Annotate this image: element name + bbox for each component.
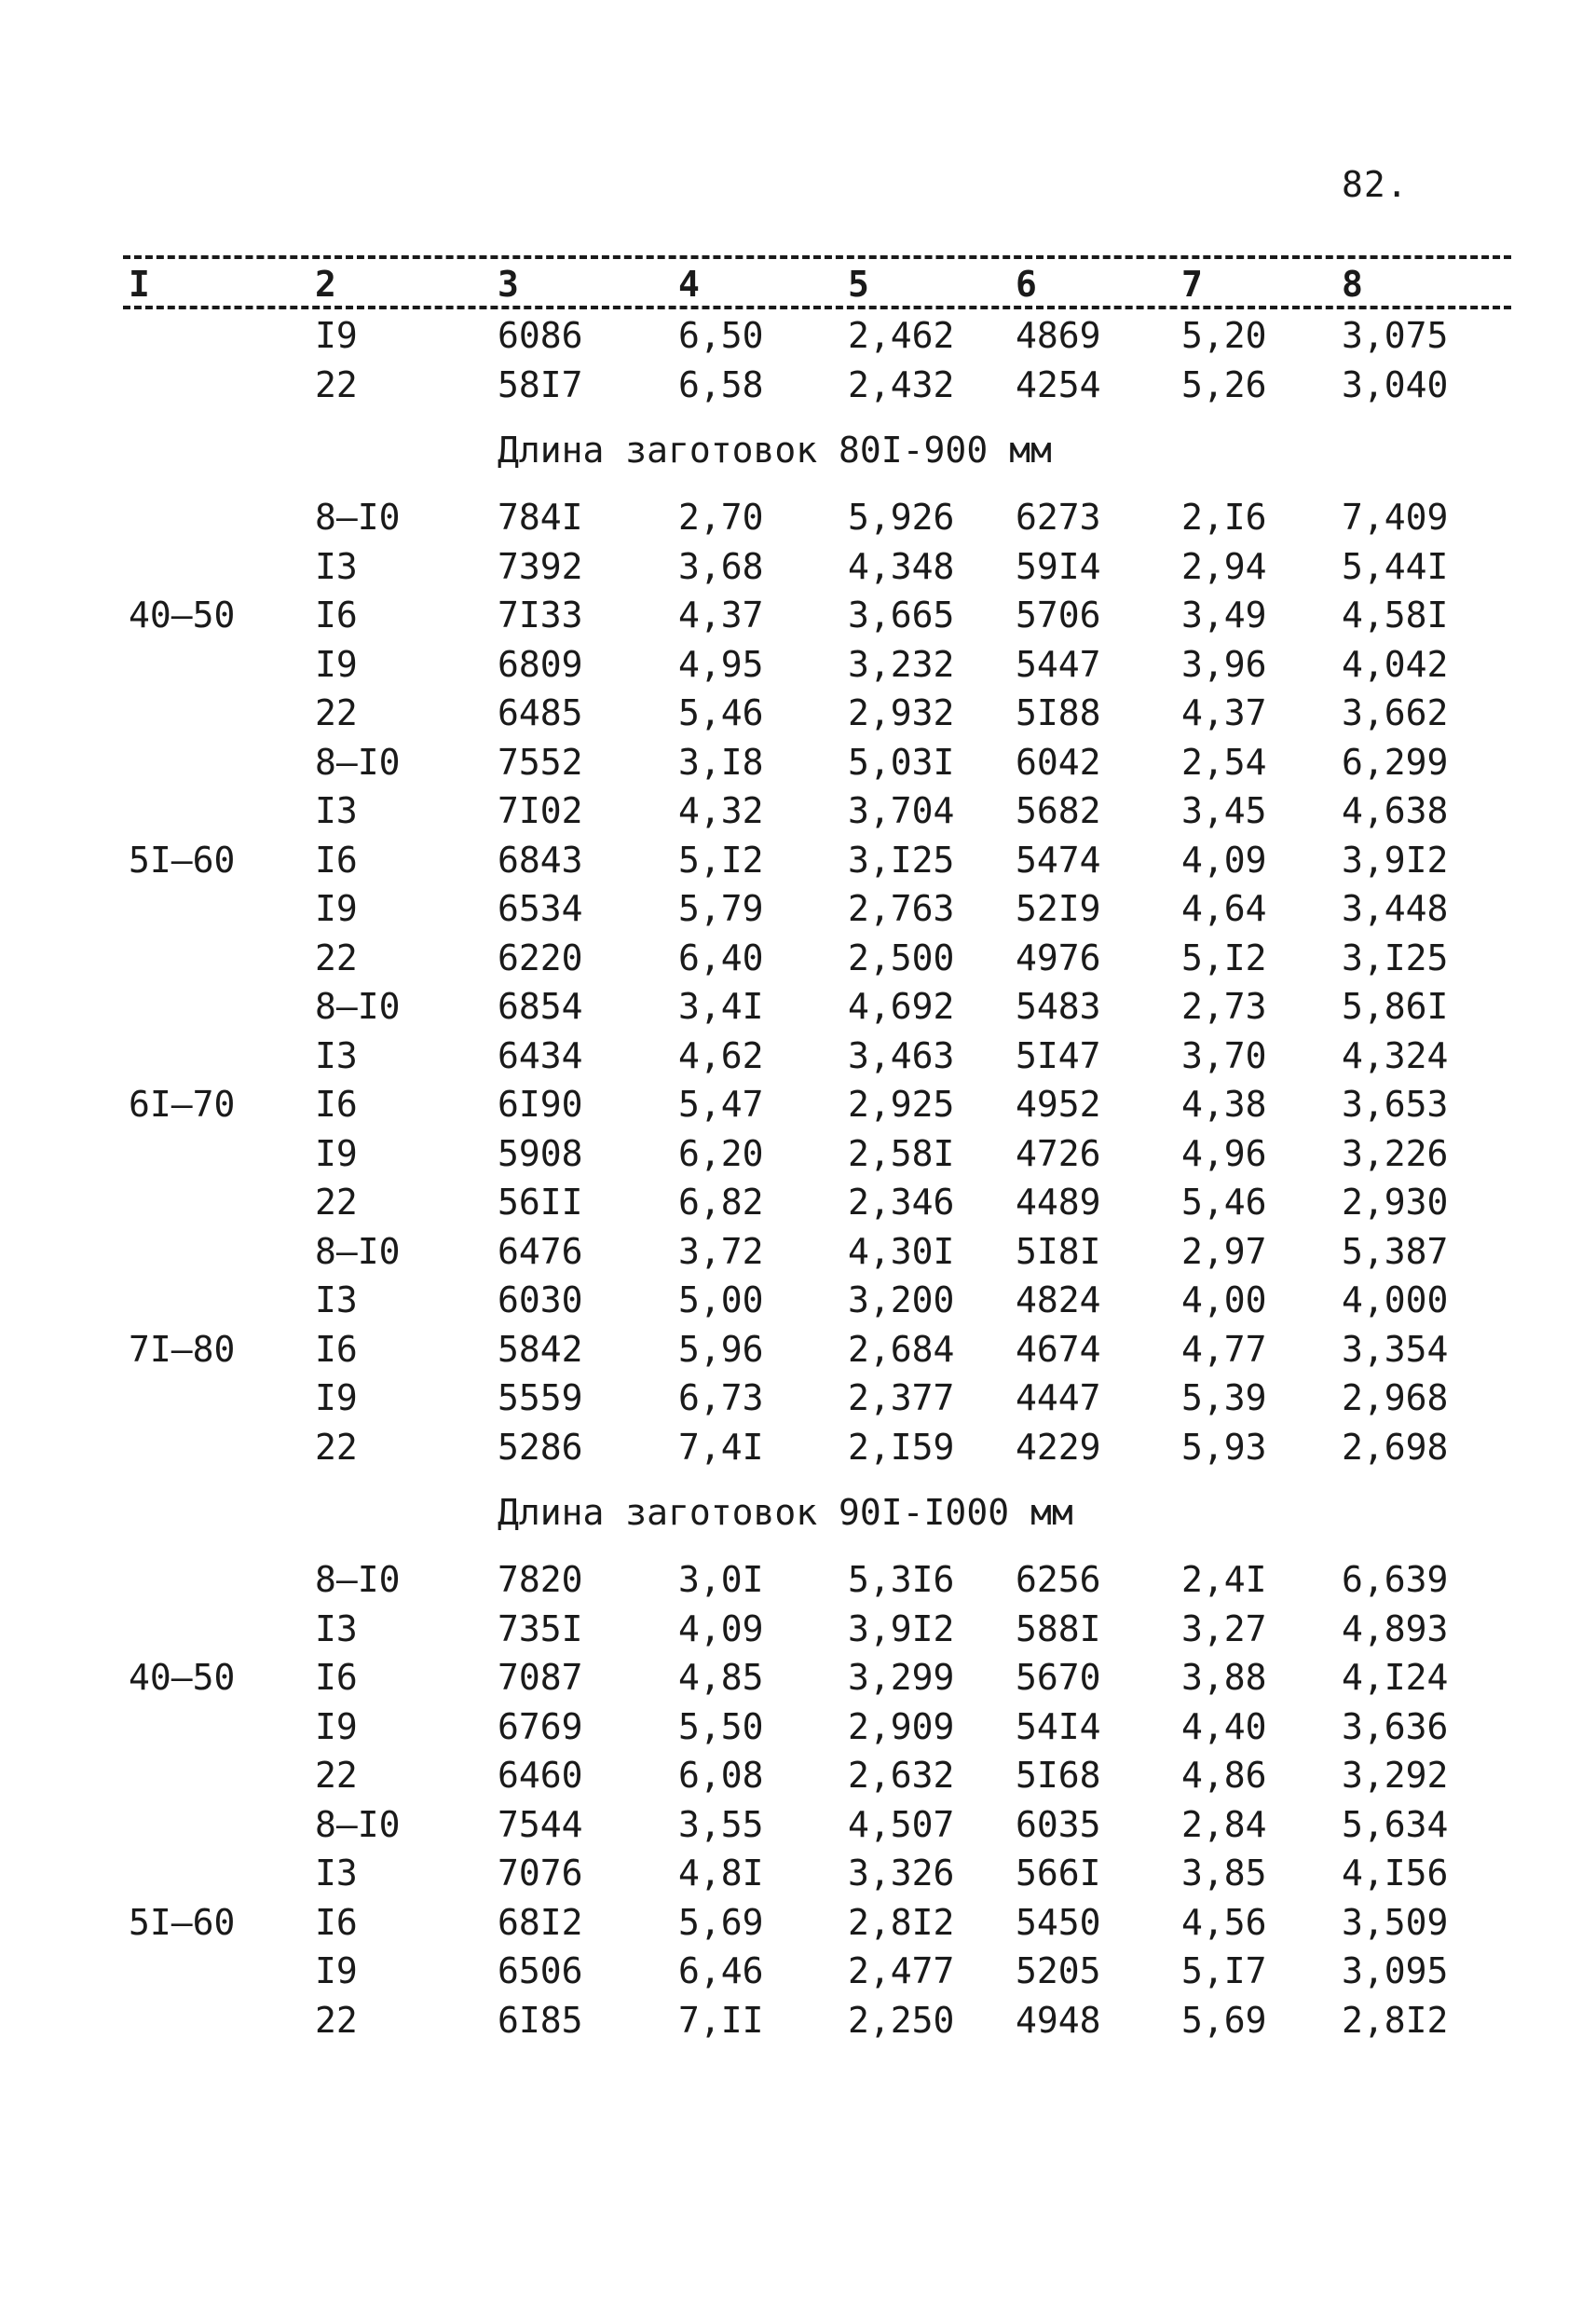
table-cell: I3 bbox=[315, 546, 358, 587]
table-cell: 2,477 bbox=[848, 1950, 955, 1991]
table-row bbox=[0, 1079, 1596, 1129]
table-cell: 4,40 bbox=[1181, 1706, 1267, 1747]
table-cell: 4,I56 bbox=[1342, 1853, 1449, 1894]
table-cell: 3,636 bbox=[1342, 1706, 1449, 1747]
table-cell: 52I9 bbox=[1016, 888, 1101, 929]
table-cell: 8–I0 bbox=[315, 497, 401, 538]
table-cell: 5,926 bbox=[848, 497, 955, 538]
table-cell: I9 bbox=[315, 1133, 358, 1174]
table-cell: 3,I25 bbox=[848, 840, 955, 881]
table-row bbox=[0, 639, 1596, 690]
table-cell: 5706 bbox=[1016, 595, 1101, 636]
table-cell: 3,200 bbox=[848, 1279, 955, 1320]
table-cell: 6256 bbox=[1016, 1559, 1101, 1600]
table-cell: 5,96 bbox=[678, 1329, 764, 1370]
table-cell: 4948 bbox=[1016, 2000, 1101, 2041]
table-cell: 5I88 bbox=[1016, 692, 1101, 733]
table-cell: 3,662 bbox=[1342, 692, 1449, 733]
table-cell: 4447 bbox=[1016, 1377, 1101, 1418]
table-cell: 3,665 bbox=[848, 595, 955, 636]
table-row bbox=[0, 1652, 1596, 1702]
section-title-text: Длина заготовок 80I-900 мм bbox=[498, 430, 1052, 471]
table-cell: 3,72 bbox=[678, 1231, 764, 1272]
column-header: 4 bbox=[678, 264, 700, 305]
table-cell: 8–I0 bbox=[315, 986, 401, 1027]
table-cell: 6035 bbox=[1016, 1804, 1101, 1845]
table-cell: 4,62 bbox=[678, 1035, 764, 1076]
table-cell: 6086 bbox=[498, 315, 583, 356]
table-cell: 5,46 bbox=[678, 692, 764, 733]
table-cell: 5,69 bbox=[678, 1902, 764, 1943]
table-row bbox=[0, 1324, 1596, 1374]
table-cell: 5,634 bbox=[1342, 1804, 1449, 1845]
table-cell: 3,463 bbox=[848, 1035, 955, 1076]
table-cell: 5,I7 bbox=[1181, 1950, 1267, 1991]
column-header: 5 bbox=[848, 264, 869, 305]
table-cell: 4,000 bbox=[1342, 1279, 1449, 1320]
table-cell: 6,08 bbox=[678, 1755, 764, 1796]
table-cell: 2,54 bbox=[1181, 742, 1267, 783]
table-cell: 3,4I bbox=[678, 986, 764, 1027]
table-row bbox=[0, 310, 1596, 361]
table-row bbox=[0, 1995, 1596, 2045]
table-cell: 6,73 bbox=[678, 1377, 764, 1418]
table-cell: 5842 bbox=[498, 1329, 583, 1370]
table-cell: 2,684 bbox=[848, 1329, 955, 1370]
table-row bbox=[0, 1897, 1596, 1948]
table-cell: 5474 bbox=[1016, 840, 1101, 881]
table-cell: 40–50 bbox=[129, 595, 236, 636]
table-cell: 5,I2 bbox=[678, 840, 764, 881]
table-cell: 4,348 bbox=[848, 546, 955, 587]
table-row bbox=[0, 1275, 1596, 1325]
table-cell: 7087 bbox=[498, 1657, 583, 1698]
table-cell: 5450 bbox=[1016, 1902, 1101, 1943]
table-cell: 5,20 bbox=[1181, 315, 1267, 356]
table-cell: 4976 bbox=[1016, 937, 1101, 978]
table-cell: 3,040 bbox=[1342, 364, 1449, 405]
table-cell: 5447 bbox=[1016, 644, 1101, 685]
table-cell: 6,40 bbox=[678, 937, 764, 978]
table-cell: 68I2 bbox=[498, 1902, 583, 1943]
table-cell: 6273 bbox=[1016, 497, 1101, 538]
table-cell: 4,56 bbox=[1181, 1902, 1267, 1943]
table-row bbox=[0, 1422, 1596, 1472]
table-cell: 7I33 bbox=[498, 595, 583, 636]
table-row bbox=[0, 835, 1596, 885]
table-row bbox=[0, 1373, 1596, 1423]
table-cell: 3,27 bbox=[1181, 1608, 1267, 1649]
table-cell: I9 bbox=[315, 1950, 358, 1991]
table-cell: 2,698 bbox=[1342, 1427, 1449, 1468]
table-row bbox=[0, 1604, 1596, 1654]
table-cell: 3,9I2 bbox=[1342, 840, 1449, 881]
table-cell: 22 bbox=[315, 937, 358, 978]
table-cell: 3,49 bbox=[1181, 595, 1267, 636]
table-cell: 7,4I bbox=[678, 1427, 764, 1468]
column-header: 3 bbox=[498, 264, 519, 305]
table-row bbox=[0, 1226, 1596, 1277]
table-cell: 5670 bbox=[1016, 1657, 1101, 1698]
table-cell: 7552 bbox=[498, 742, 583, 783]
column-header: I bbox=[129, 264, 150, 305]
table-cell: 5205 bbox=[1016, 1950, 1101, 1991]
table-cell: 2,346 bbox=[848, 1182, 955, 1223]
table-row bbox=[0, 1031, 1596, 1081]
table-cell: 4,95 bbox=[678, 644, 764, 685]
table-cell: 5I47 bbox=[1016, 1035, 1101, 1076]
table-cell: 4,692 bbox=[848, 986, 955, 1027]
table-cell: 3,45 bbox=[1181, 790, 1267, 831]
table-row bbox=[0, 1177, 1596, 1227]
table-row bbox=[0, 1848, 1596, 1898]
table-cell: 5I–60 bbox=[129, 1902, 236, 1943]
table-cell: 4,042 bbox=[1342, 644, 1449, 685]
table-cell: 3,075 bbox=[1342, 315, 1449, 356]
table-cell: 2,I59 bbox=[848, 1427, 955, 1468]
table-cell: 3,326 bbox=[848, 1853, 955, 1894]
table-cell: 6506 bbox=[498, 1950, 583, 1991]
table-row bbox=[0, 1128, 1596, 1179]
table-cell: 3,095 bbox=[1342, 1950, 1449, 1991]
table-cell: 6534 bbox=[498, 888, 583, 929]
table-cell: I6 bbox=[315, 1329, 358, 1370]
table-row bbox=[0, 1799, 1596, 1850]
table-cell: 3,299 bbox=[848, 1657, 955, 1698]
table-cell: 4,37 bbox=[1181, 692, 1267, 733]
table-cell: 5559 bbox=[498, 1377, 583, 1418]
table-cell: 5,I2 bbox=[1181, 937, 1267, 978]
table-cell: 8–I0 bbox=[315, 742, 401, 783]
table-cell: 6220 bbox=[498, 937, 583, 978]
table-cell: 5483 bbox=[1016, 986, 1101, 1027]
table-cell: 5,50 bbox=[678, 1706, 764, 1747]
section-title bbox=[0, 1487, 1596, 1538]
table-cell: 56II bbox=[498, 1182, 583, 1223]
table-cell: 3,88 bbox=[1181, 1657, 1267, 1698]
table-cell: 2,377 bbox=[848, 1377, 955, 1418]
table-cell: 2,94 bbox=[1181, 546, 1267, 587]
table-cell: 5,39 bbox=[1181, 1377, 1267, 1418]
table-cell: 6769 bbox=[498, 1706, 583, 1747]
table-cell: 5,03I bbox=[848, 742, 955, 783]
table-cell: 2,763 bbox=[848, 888, 955, 929]
table-cell: 3,85 bbox=[1181, 1853, 1267, 1894]
table-cell: 5,3I6 bbox=[848, 1559, 955, 1600]
table-cell: 8–I0 bbox=[315, 1231, 401, 1272]
table-cell: 6,58 bbox=[678, 364, 764, 405]
column-header: 6 bbox=[1016, 264, 1037, 305]
table-cell: 2,4I bbox=[1181, 1559, 1267, 1600]
table-cell: 54I4 bbox=[1016, 1706, 1101, 1747]
table-cell: 8–I0 bbox=[315, 1559, 401, 1600]
table-cell: 6I90 bbox=[498, 1084, 583, 1125]
table-cell: 6,82 bbox=[678, 1182, 764, 1223]
table-cell: 5I8I bbox=[1016, 1231, 1101, 1272]
table-row bbox=[0, 737, 1596, 787]
table-cell: 58I7 bbox=[498, 364, 583, 405]
table-cell: 5,93 bbox=[1181, 1427, 1267, 1468]
table-cell: 3,232 bbox=[848, 644, 955, 685]
table-cell: 3,226 bbox=[1342, 1133, 1449, 1174]
table-cell: 6,299 bbox=[1342, 742, 1449, 783]
table-row bbox=[0, 786, 1596, 836]
table-cell: 4,00 bbox=[1181, 1279, 1267, 1320]
column-header: 7 bbox=[1181, 264, 1203, 305]
table-cell: 4,507 bbox=[848, 1804, 955, 1845]
table-cell: 5908 bbox=[498, 1133, 583, 1174]
table-cell: 22 bbox=[315, 1427, 358, 1468]
table-cell: 7I02 bbox=[498, 790, 583, 831]
table-row bbox=[0, 1750, 1596, 1800]
table-cell: 4,32 bbox=[678, 790, 764, 831]
table-cell: 4489 bbox=[1016, 1182, 1101, 1223]
table-cell: 7544 bbox=[498, 1804, 583, 1845]
table-cell: 5,46 bbox=[1181, 1182, 1267, 1223]
table-cell: I9 bbox=[315, 644, 358, 685]
table-cell: 22 bbox=[315, 692, 358, 733]
table-cell: 7820 bbox=[498, 1559, 583, 1600]
table-cell: 3,354 bbox=[1342, 1329, 1449, 1370]
table-cell: 6,20 bbox=[678, 1133, 764, 1174]
table-cell: I9 bbox=[315, 1706, 358, 1747]
table-cell: 2,932 bbox=[848, 692, 955, 733]
table-row bbox=[0, 688, 1596, 738]
table-cell: 3,70 bbox=[1181, 1035, 1267, 1076]
table-cell: 4,85 bbox=[678, 1657, 764, 1698]
table-cell: I9 bbox=[315, 1377, 358, 1418]
section-title-text: Длина заготовок 90I-I000 мм bbox=[498, 1492, 1073, 1533]
table-row bbox=[0, 883, 1596, 934]
table-cell: 4,8I bbox=[678, 1853, 764, 1894]
table-cell: 6,639 bbox=[1342, 1559, 1449, 1600]
table-cell: 4824 bbox=[1016, 1279, 1101, 1320]
table-cell: 8–I0 bbox=[315, 1804, 401, 1845]
table-cell: 3,9I2 bbox=[848, 1608, 955, 1649]
table-cell: 4674 bbox=[1016, 1329, 1101, 1370]
table-cell: I9 bbox=[315, 315, 358, 356]
table-cell: 2,84 bbox=[1181, 1804, 1267, 1845]
table-row bbox=[0, 590, 1596, 640]
table-cell: I6 bbox=[315, 1657, 358, 1698]
table-cell: 2,930 bbox=[1342, 1182, 1449, 1223]
table-cell: 3,0I bbox=[678, 1559, 764, 1600]
table-cell: 3,509 bbox=[1342, 1902, 1449, 1943]
table-cell: 5,44I bbox=[1342, 546, 1449, 587]
table-cell: 7I–80 bbox=[129, 1329, 236, 1370]
table-cell: 2,925 bbox=[848, 1084, 955, 1125]
table-cell: 6434 bbox=[498, 1035, 583, 1076]
table-cell: I6 bbox=[315, 595, 358, 636]
table-cell: 4,86 bbox=[1181, 1755, 1267, 1796]
table-cell: 3,I25 bbox=[1342, 937, 1449, 978]
table-cell: 4,77 bbox=[1181, 1329, 1267, 1370]
table-cell: 7392 bbox=[498, 546, 583, 587]
table-cell: I6 bbox=[315, 1084, 358, 1125]
table-cell: 40–50 bbox=[129, 1657, 236, 1698]
table-cell: 3,448 bbox=[1342, 888, 1449, 929]
table-cell: 4,09 bbox=[678, 1608, 764, 1649]
table-cell: I3 bbox=[315, 1279, 358, 1320]
table-cell: 2,632 bbox=[848, 1755, 955, 1796]
table-cell: 6030 bbox=[498, 1279, 583, 1320]
table-cell: 22 bbox=[315, 1182, 358, 1223]
table-cell: 5,26 bbox=[1181, 364, 1267, 405]
table-row bbox=[0, 360, 1596, 410]
table-cell: 4254 bbox=[1016, 364, 1101, 405]
table-cell: 4726 bbox=[1016, 1133, 1101, 1174]
section-title bbox=[0, 425, 1596, 475]
table-cell: 6I85 bbox=[498, 2000, 583, 2041]
table-cell: 6,46 bbox=[678, 1950, 764, 1991]
table-cell: 2,97 bbox=[1181, 1231, 1267, 1272]
table-cell: 5,79 bbox=[678, 888, 764, 929]
table-cell: 4,38 bbox=[1181, 1084, 1267, 1125]
table-cell: 3,68 bbox=[678, 546, 764, 587]
table-row bbox=[0, 1702, 1596, 1752]
table-cell: 4952 bbox=[1016, 1084, 1101, 1125]
column-header: 2 bbox=[315, 264, 336, 305]
table-cell: 588I bbox=[1016, 1608, 1101, 1649]
table-cell: 5I68 bbox=[1016, 1755, 1101, 1796]
table-cell: 4,30I bbox=[848, 1231, 955, 1272]
table-cell: 4,09 bbox=[1181, 840, 1267, 881]
table-cell: 2,8I2 bbox=[848, 1902, 955, 1943]
table-cell: 2,73 bbox=[1181, 986, 1267, 1027]
table-cell: 3,96 bbox=[1181, 644, 1267, 685]
table-cell: 4,37 bbox=[678, 595, 764, 636]
table-cell: 4,324 bbox=[1342, 1035, 1449, 1076]
table-cell: 5,69 bbox=[1181, 2000, 1267, 2041]
table-cell: 4,64 bbox=[1181, 888, 1267, 929]
table-cell: 59I4 bbox=[1016, 546, 1101, 587]
column-header: 8 bbox=[1342, 264, 1363, 305]
table-cell: 2,500 bbox=[848, 937, 955, 978]
table-cell: 2,58I bbox=[848, 1133, 955, 1174]
table-cell: 22 bbox=[315, 2000, 358, 2041]
table-cell: 6485 bbox=[498, 692, 583, 733]
table-cell: 2,462 bbox=[848, 315, 955, 356]
table-cell: 6,50 bbox=[678, 315, 764, 356]
table-cell: 4229 bbox=[1016, 1427, 1101, 1468]
table-row bbox=[0, 541, 1596, 592]
table-cell: 6809 bbox=[498, 644, 583, 685]
table-row bbox=[0, 933, 1596, 983]
table-cell: 2,I6 bbox=[1181, 497, 1267, 538]
table-cell: I3 bbox=[315, 1035, 358, 1076]
table-row bbox=[0, 1554, 1596, 1605]
table-cell: 5,86I bbox=[1342, 986, 1449, 1027]
table-cell: 2,968 bbox=[1342, 1377, 1449, 1418]
table-cell: 5682 bbox=[1016, 790, 1101, 831]
page-number: 82. bbox=[1342, 164, 1409, 205]
table-cell: I6 bbox=[315, 840, 358, 881]
table-cell: 6460 bbox=[498, 1755, 583, 1796]
table-row bbox=[0, 981, 1596, 1032]
table-cell: 6854 bbox=[498, 986, 583, 1027]
table-header-rule bbox=[123, 306, 1511, 309]
table-cell: 5I–60 bbox=[129, 840, 236, 881]
table-cell: 2,250 bbox=[848, 2000, 955, 2041]
table-header-row bbox=[0, 259, 1596, 309]
table-cell: 6042 bbox=[1016, 742, 1101, 783]
table-cell: 4869 bbox=[1016, 315, 1101, 356]
table-row bbox=[0, 492, 1596, 542]
table-cell: 5,387 bbox=[1342, 1231, 1449, 1272]
table-cell: 5286 bbox=[498, 1427, 583, 1468]
table-cell: 7076 bbox=[498, 1853, 583, 1894]
table-cell: I3 bbox=[315, 790, 358, 831]
table-cell: 3,55 bbox=[678, 1804, 764, 1845]
table-cell: 2,8I2 bbox=[1342, 2000, 1449, 2041]
table-cell: I9 bbox=[315, 888, 358, 929]
table-cell: 2,909 bbox=[848, 1706, 955, 1747]
table-cell: 3,I8 bbox=[678, 742, 764, 783]
table-cell: 2,432 bbox=[848, 364, 955, 405]
table-cell: 4,893 bbox=[1342, 1608, 1449, 1649]
table-cell: 7,409 bbox=[1342, 497, 1449, 538]
table-cell: 3,292 bbox=[1342, 1755, 1449, 1796]
table-cell: 4,96 bbox=[1181, 1133, 1267, 1174]
table-cell: I6 bbox=[315, 1902, 358, 1943]
table-cell: I3 bbox=[315, 1608, 358, 1649]
table-cell: 4,58I bbox=[1342, 595, 1449, 636]
table-cell: 2,70 bbox=[678, 497, 764, 538]
table-cell: 6476 bbox=[498, 1231, 583, 1272]
table-cell: 735I bbox=[498, 1608, 583, 1649]
table-cell: 22 bbox=[315, 364, 358, 405]
table-cell: I3 bbox=[315, 1853, 358, 1894]
table-cell: 6843 bbox=[498, 840, 583, 881]
table-cell: 6I–70 bbox=[129, 1084, 236, 1125]
table-cell: 3,704 bbox=[848, 790, 955, 831]
table-cell: 566I bbox=[1016, 1853, 1101, 1894]
table-cell: 784I bbox=[498, 497, 583, 538]
table-cell: 22 bbox=[315, 1755, 358, 1796]
table-cell: 5,00 bbox=[678, 1279, 764, 1320]
table-cell: 5,47 bbox=[678, 1084, 764, 1125]
table-cell: 3,653 bbox=[1342, 1084, 1449, 1125]
table-cell: 4,I24 bbox=[1342, 1657, 1449, 1698]
table-row bbox=[0, 1946, 1596, 1996]
table-cell: 7,II bbox=[678, 2000, 764, 2041]
table-cell: 4,638 bbox=[1342, 790, 1449, 831]
